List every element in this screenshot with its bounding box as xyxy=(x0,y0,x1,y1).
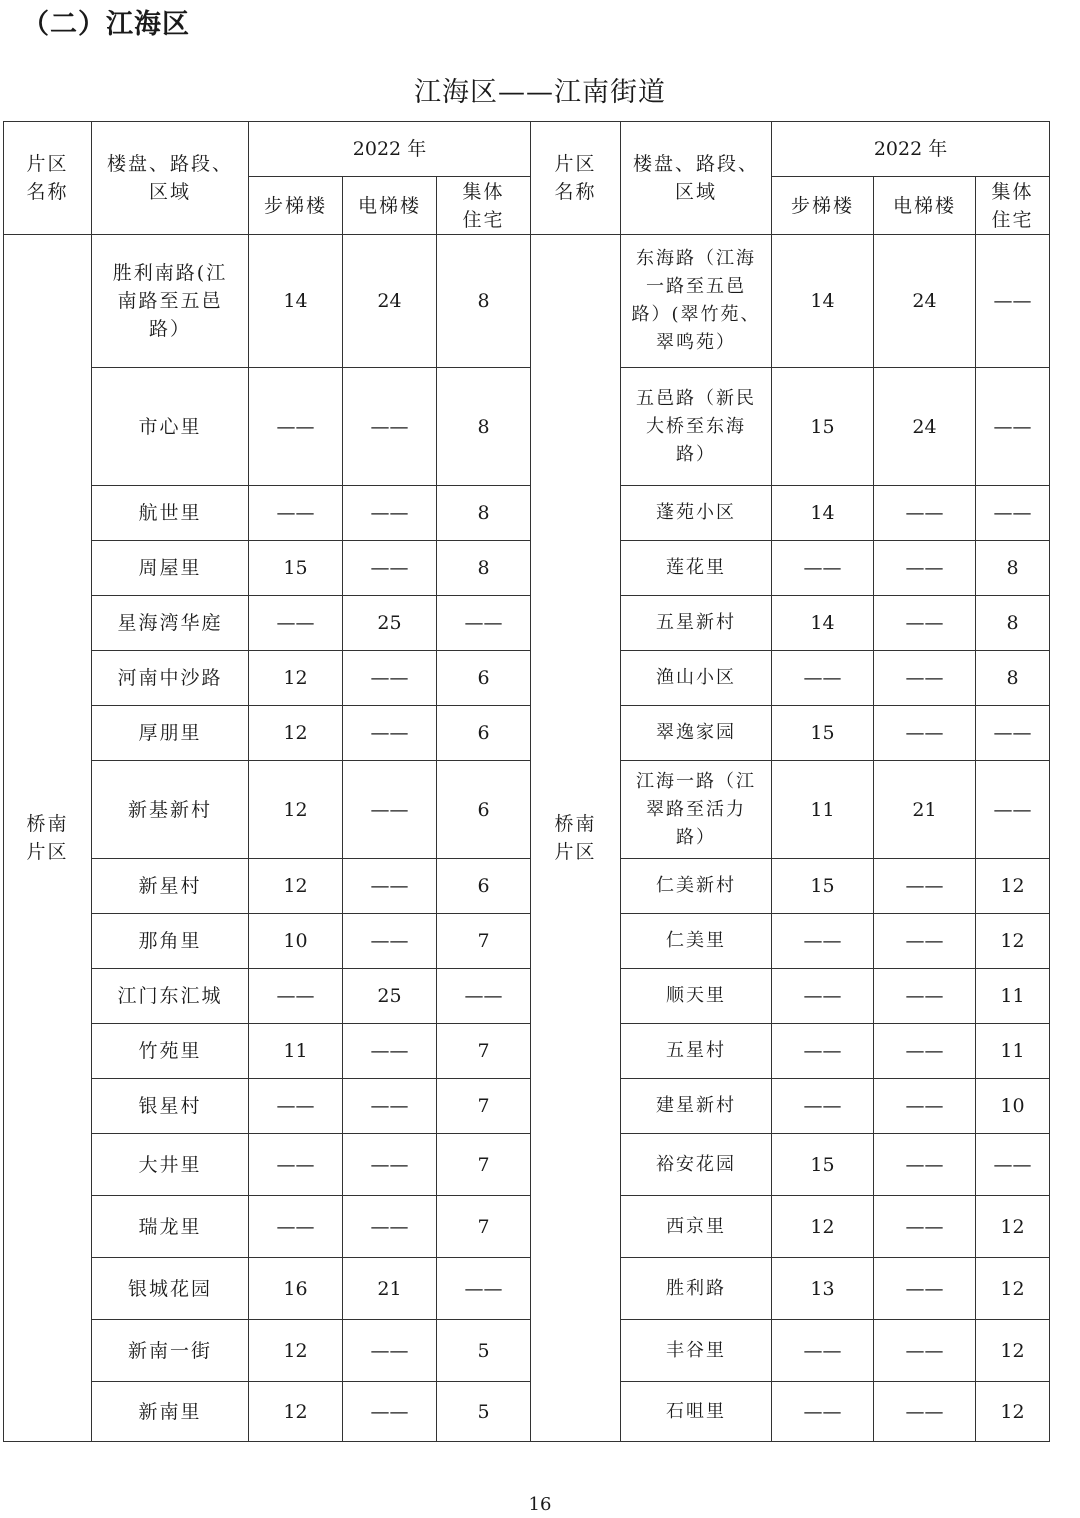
estate-name: 竹苑里 xyxy=(92,1024,249,1079)
collective-price: 8 xyxy=(437,235,531,368)
stair-price: —— xyxy=(249,596,343,651)
elevator-price: —— xyxy=(874,914,976,969)
table-row xyxy=(4,706,1050,761)
elevator-price: —— xyxy=(874,1024,976,1079)
estate-name: 莲花里 xyxy=(621,541,772,596)
collective-price: —— xyxy=(976,486,1050,541)
header-estate: 楼盘、路段、 区域 xyxy=(92,122,249,235)
collective-price: 12 xyxy=(976,1382,1050,1442)
stair-price: 16 xyxy=(249,1258,343,1320)
collective-price: —— xyxy=(976,761,1050,859)
collective-price: —— xyxy=(976,235,1050,368)
estate-name: 银城花园 xyxy=(92,1258,249,1320)
elevator-price: —— xyxy=(343,1134,437,1196)
elevator-price: —— xyxy=(343,1024,437,1079)
stair-price: 15 xyxy=(772,706,874,761)
estate-name: 银星村 xyxy=(92,1079,249,1134)
estate-name: 翠逸家园 xyxy=(621,706,772,761)
elevator-price: —— xyxy=(343,914,437,969)
collective-price: 5 xyxy=(437,1320,531,1382)
stair-price: 12 xyxy=(772,1196,874,1258)
estate-name: 新星村 xyxy=(92,859,249,914)
estate-name: 那角里 xyxy=(92,914,249,969)
stair-price: —— xyxy=(772,1320,874,1382)
collective-price: 11 xyxy=(976,1024,1050,1079)
stair-price: 12 xyxy=(249,761,343,859)
table-row xyxy=(4,235,1050,368)
elevator-price: —— xyxy=(343,1196,437,1258)
collective-price: 12 xyxy=(976,859,1050,914)
collective-price: 6 xyxy=(437,859,531,914)
elevator-price: —— xyxy=(343,761,437,859)
estate-name: 新南一街 xyxy=(92,1320,249,1382)
estate-name: 厚朋里 xyxy=(92,706,249,761)
elevator-price: 24 xyxy=(874,235,976,368)
collective-price: 8 xyxy=(437,486,531,541)
collective-price: 12 xyxy=(976,914,1050,969)
section-heading: （二）江海区 xyxy=(22,9,190,40)
stair-price: —— xyxy=(772,541,874,596)
stair-price: —— xyxy=(249,1134,343,1196)
elevator-price: —— xyxy=(874,1382,976,1442)
collective-price: 7 xyxy=(437,1024,531,1079)
estate-name: 东海路（江海 一路至五邑 路）(翠竹苑、 翠鸣苑） xyxy=(621,235,772,368)
stair-price: 14 xyxy=(772,486,874,541)
table-row xyxy=(4,1320,1050,1382)
collective-price: 12 xyxy=(976,1258,1050,1320)
stair-price: 14 xyxy=(772,235,874,368)
stair-price: 15 xyxy=(249,541,343,596)
elevator-price: 24 xyxy=(874,368,976,486)
table-row xyxy=(4,541,1050,596)
collective-price: 7 xyxy=(437,914,531,969)
estate-name: 航世里 xyxy=(92,486,249,541)
collective-price: 6 xyxy=(437,761,531,859)
collective-price: —— xyxy=(437,596,531,651)
collective-price: 6 xyxy=(437,706,531,761)
table-row xyxy=(4,1134,1050,1196)
stair-price: 12 xyxy=(249,1320,343,1382)
stair-price: —— xyxy=(249,1196,343,1258)
header-estate: 楼盘、路段、 区域 xyxy=(621,122,772,235)
header-year: 2022 年 xyxy=(249,122,531,177)
collective-price: —— xyxy=(437,1258,531,1320)
stair-price: —— xyxy=(249,969,343,1024)
collective-price: 5 xyxy=(437,1382,531,1442)
elevator-price: 21 xyxy=(343,1258,437,1320)
elevator-price: 25 xyxy=(343,596,437,651)
estate-name: 新南里 xyxy=(92,1382,249,1442)
estate-name: 市心里 xyxy=(92,368,249,486)
elevator-price: —— xyxy=(874,486,976,541)
estate-name: 江门东汇城 xyxy=(92,969,249,1024)
estate-name: 仁美新村 xyxy=(621,859,772,914)
elevator-price: —— xyxy=(343,486,437,541)
estate-name: 胜利南路(江 南路至五邑 路） xyxy=(92,235,249,368)
estate-name: 星海湾华庭 xyxy=(92,596,249,651)
estate-name: 五星村 xyxy=(621,1024,772,1079)
elevator-price: —— xyxy=(874,1196,976,1258)
elevator-price: —— xyxy=(874,651,976,706)
elevator-price: —— xyxy=(343,1320,437,1382)
collective-price: 12 xyxy=(976,1196,1050,1258)
estate-name: 西京里 xyxy=(621,1196,772,1258)
estate-name: 仁美里 xyxy=(621,914,772,969)
estate-name: 五邑路（新民 大桥至东海 路） xyxy=(621,368,772,486)
table-row xyxy=(4,1196,1050,1258)
collective-price: 7 xyxy=(437,1134,531,1196)
elevator-price: —— xyxy=(343,1079,437,1134)
estate-name: 新基新村 xyxy=(92,761,249,859)
stair-price: —— xyxy=(772,651,874,706)
estate-name: 瑞龙里 xyxy=(92,1196,249,1258)
elevator-price: —— xyxy=(343,541,437,596)
stair-price: 15 xyxy=(772,368,874,486)
stair-price: 14 xyxy=(772,596,874,651)
elevator-price: —— xyxy=(343,859,437,914)
header-elevator: 电梯楼 xyxy=(343,177,437,235)
elevator-price: —— xyxy=(874,1320,976,1382)
collective-price: 8 xyxy=(976,596,1050,651)
page-title: 江海区——江南街道 xyxy=(414,77,666,108)
header-stair: 步梯楼 xyxy=(772,177,874,235)
stair-price: —— xyxy=(772,914,874,969)
collective-price: 12 xyxy=(976,1320,1050,1382)
table-row xyxy=(4,859,1050,914)
header-elevator: 电梯楼 xyxy=(874,177,976,235)
collective-price: —— xyxy=(976,1134,1050,1196)
table-row xyxy=(4,1258,1050,1320)
elevator-price: —— xyxy=(343,1382,437,1442)
collective-price: 7 xyxy=(437,1079,531,1134)
table-row xyxy=(4,486,1050,541)
stair-price: —— xyxy=(772,1382,874,1442)
stair-price: 12 xyxy=(249,651,343,706)
stair-price: —— xyxy=(772,969,874,1024)
estate-name: 五星新村 xyxy=(621,596,772,651)
stair-price: 15 xyxy=(772,1134,874,1196)
header-stair: 步梯楼 xyxy=(249,177,343,235)
district-cell: 桥南 片区 xyxy=(531,235,621,1442)
elevator-price: —— xyxy=(874,859,976,914)
estate-name: 江海一路（江 翠路至活力 路） xyxy=(621,761,772,859)
stair-price: 11 xyxy=(249,1024,343,1079)
estate-name: 大井里 xyxy=(92,1134,249,1196)
elevator-price: —— xyxy=(343,706,437,761)
table-row xyxy=(4,969,1050,1024)
collective-price: —— xyxy=(437,969,531,1024)
header-district: 片区 名称 xyxy=(4,122,92,235)
stair-price: 14 xyxy=(249,235,343,368)
table-row xyxy=(4,1024,1050,1079)
elevator-price: 25 xyxy=(343,969,437,1024)
stair-price: —— xyxy=(772,1024,874,1079)
estate-name: 顺天里 xyxy=(621,969,772,1024)
stair-price: 15 xyxy=(772,859,874,914)
header-collective: 集体 住宅 xyxy=(976,177,1050,235)
district-cell: 桥南 片区 xyxy=(4,235,92,1442)
stair-price: 11 xyxy=(772,761,874,859)
table-row xyxy=(4,651,1050,706)
collective-price: 8 xyxy=(437,541,531,596)
stair-price: 12 xyxy=(249,1382,343,1442)
estate-name: 裕安花园 xyxy=(621,1134,772,1196)
elevator-price: 24 xyxy=(343,235,437,368)
collective-price: 10 xyxy=(976,1079,1050,1134)
estate-name: 胜利路 xyxy=(621,1258,772,1320)
header-district: 片区 名称 xyxy=(531,122,621,235)
collective-price: 8 xyxy=(976,541,1050,596)
table-row xyxy=(4,1079,1050,1134)
estate-name: 河南中沙路 xyxy=(92,651,249,706)
elevator-price: 21 xyxy=(874,761,976,859)
stair-price: 10 xyxy=(249,914,343,969)
estate-name: 周屋里 xyxy=(92,541,249,596)
stair-price: 12 xyxy=(249,706,343,761)
estate-name: 丰谷里 xyxy=(621,1320,772,1382)
collective-price: 11 xyxy=(976,969,1050,1024)
table-row xyxy=(4,596,1050,651)
estate-name: 建星新村 xyxy=(621,1079,772,1134)
header-year: 2022 年 xyxy=(772,122,1050,177)
collective-price: 8 xyxy=(437,368,531,486)
table-row xyxy=(4,368,1050,486)
table-row xyxy=(4,761,1050,859)
table-row xyxy=(4,914,1050,969)
collective-price: 8 xyxy=(976,651,1050,706)
elevator-price: —— xyxy=(874,969,976,1024)
elevator-price: —— xyxy=(343,368,437,486)
elevator-price: —— xyxy=(874,1079,976,1134)
stair-price: 13 xyxy=(772,1258,874,1320)
elevator-price: —— xyxy=(874,541,976,596)
estate-name: 石咀里 xyxy=(621,1382,772,1442)
stair-price: —— xyxy=(249,1079,343,1134)
page-number: 16 xyxy=(528,1494,552,1515)
elevator-price: —— xyxy=(343,651,437,706)
elevator-price: —— xyxy=(874,1134,976,1196)
stair-price: —— xyxy=(772,1079,874,1134)
elevator-price: —— xyxy=(874,706,976,761)
header-collective: 集体 住宅 xyxy=(437,177,531,235)
estate-name: 渔山小区 xyxy=(621,651,772,706)
table-row xyxy=(4,1382,1050,1442)
collective-price: —— xyxy=(976,368,1050,486)
stair-price: —— xyxy=(249,368,343,486)
price-table xyxy=(3,121,1050,1442)
collective-price: 6 xyxy=(437,651,531,706)
elevator-price: —— xyxy=(874,596,976,651)
estate-name: 蓬苑小区 xyxy=(621,486,772,541)
stair-price: 12 xyxy=(249,859,343,914)
collective-price: 7 xyxy=(437,1196,531,1258)
stair-price: —— xyxy=(249,486,343,541)
elevator-price: —— xyxy=(874,1258,976,1320)
collective-price: —— xyxy=(976,706,1050,761)
